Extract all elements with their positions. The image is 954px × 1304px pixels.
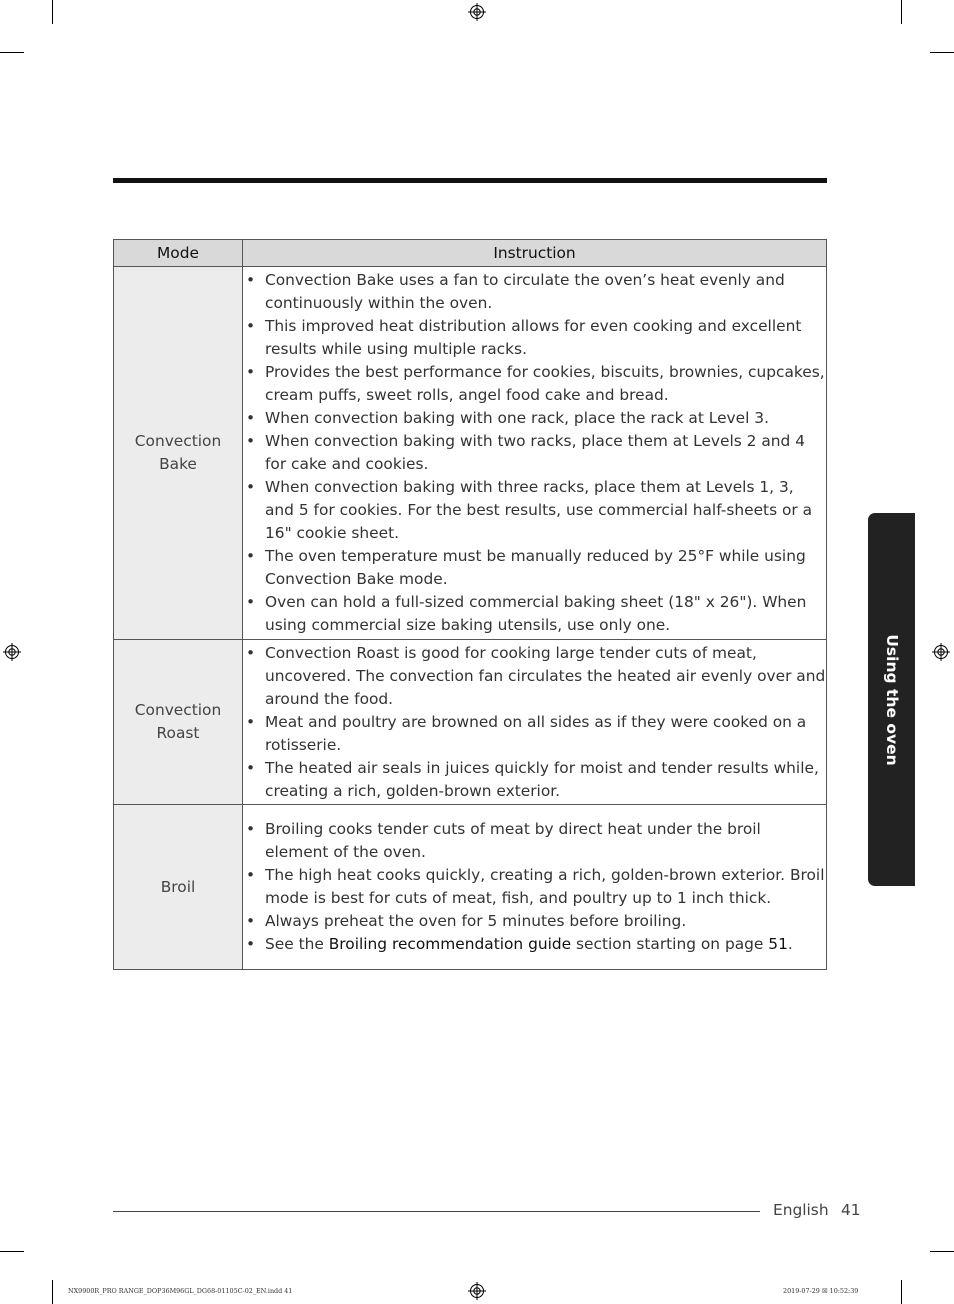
print-slug-filename: NX9900R_PRO RANGE_DOP36M96GL_DG68-01105C-02_EN.indd 41 — [68, 1287, 293, 1295]
mode-label: Bake — [159, 455, 197, 473]
list-item: • Always preheat the oven for 5 minutes before broiling. — [243, 910, 826, 933]
section-reference: Broiling recommendation guide — [328, 935, 572, 953]
list-item: • When convection baking with three racks, place them at Levels 1, 3, and 5 for cookies. For the best results, use commercial half-sheets or a 16" cookie sheet. — [243, 476, 826, 545]
cooking-modes-table — [113, 239, 827, 970]
page-number: 41 — [841, 1201, 861, 1219]
crop-mark — [901, 0, 902, 24]
mode-label: Roast — [156, 724, 200, 742]
list-item: • Meat and poultry are browned on all sides as if they were cooked on a rotisserie. — [243, 711, 826, 757]
registration-mark-icon — [468, 3, 486, 21]
crop-mark — [930, 52, 954, 53]
instruction-cell — [243, 267, 827, 640]
mode-label: Convection — [134, 432, 222, 450]
section-top-rule — [113, 178, 827, 183]
list-item — [243, 933, 826, 956]
instruction-column-header: Instruction — [243, 240, 827, 267]
list-item: • When convection baking with two racks, place them at Levels 2 and 4 for cake and cookies. — [243, 430, 826, 476]
list-item: • The high heat cooks quickly, creating a rich, golden-brown exterior. Broil mode is best for cuts of meat, fish, and poultry up to 1 inch thick. — [243, 864, 826, 910]
list-item: • This improved heat distribution allows for even cooking and excellent results while using multiple racks. — [243, 315, 826, 361]
crop-mark — [930, 1251, 954, 1252]
mode-label: Convection — [134, 701, 222, 719]
mode-cell — [114, 805, 243, 970]
page-reference: 51 — [768, 935, 788, 953]
crop-mark — [901, 1280, 902, 1304]
chapter-side-tab — [868, 513, 915, 886]
crop-mark — [0, 52, 24, 53]
list-item: • The oven temperature must be manually reduced by 25°F while using Convection Bake mode. — [243, 545, 826, 591]
instruction-list — [243, 269, 826, 637]
list-item: • When convection baking with one rack, place the rack at Level 3. — [243, 407, 826, 430]
instruction-cell — [243, 805, 827, 970]
instruction-cell — [243, 640, 827, 805]
list-item: • Oven can hold a full-sized commercial baking sheet (18" x 26"). When using commercial size baking utensils, use only one. — [243, 591, 826, 637]
mode-cell — [114, 267, 243, 640]
crop-mark — [52, 0, 53, 24]
table-row — [114, 640, 827, 805]
text-middle: section starting on page — [571, 935, 769, 953]
mode-cell — [114, 640, 243, 805]
list-item: • Provides the best performance for cookies, biscuits, brownies, cupcakes, cream puffs, sweet rolls, angel food cake and bread. — [243, 361, 826, 407]
mode-column-header: Mode — [114, 240, 243, 267]
crop-mark — [52, 1280, 53, 1304]
print-slug-timestamp: 2019-07-29 ☒ 10:52:39 — [783, 1287, 859, 1295]
mode-label: Broil — [160, 877, 196, 896]
crop-mark — [0, 1251, 24, 1252]
footer-language: English — [773, 1201, 829, 1219]
list-item: • Convection Roast is good for cooking large tender cuts of meat, uncovered. The convection fan circulates the heated air evenly over and around the food. — [243, 642, 826, 711]
list-item: • The heated air seals in juices quickly for moist and tender results while, creating a rich, golden-brown exterior. — [243, 757, 826, 803]
table-header-row — [114, 240, 827, 267]
table-row — [114, 805, 827, 970]
instruction-list — [243, 642, 826, 803]
footer-rule — [113, 1211, 760, 1212]
registration-mark-icon — [3, 643, 21, 661]
table-row — [114, 267, 827, 640]
text-prefix: See the — [265, 935, 329, 953]
registration-mark-icon — [932, 643, 950, 661]
registration-mark-icon — [468, 1282, 486, 1300]
instruction-list — [243, 818, 826, 956]
chapter-tab-label: Using the oven — [882, 633, 901, 766]
list-item: • Broiling cooks tender cuts of meat by direct heat under the broil element of the oven. — [243, 818, 826, 864]
list-item: • Convection Bake uses a fan to circulate the oven’s heat evenly and continuously within the oven. — [243, 269, 826, 315]
text-suffix: . — [787, 935, 793, 953]
